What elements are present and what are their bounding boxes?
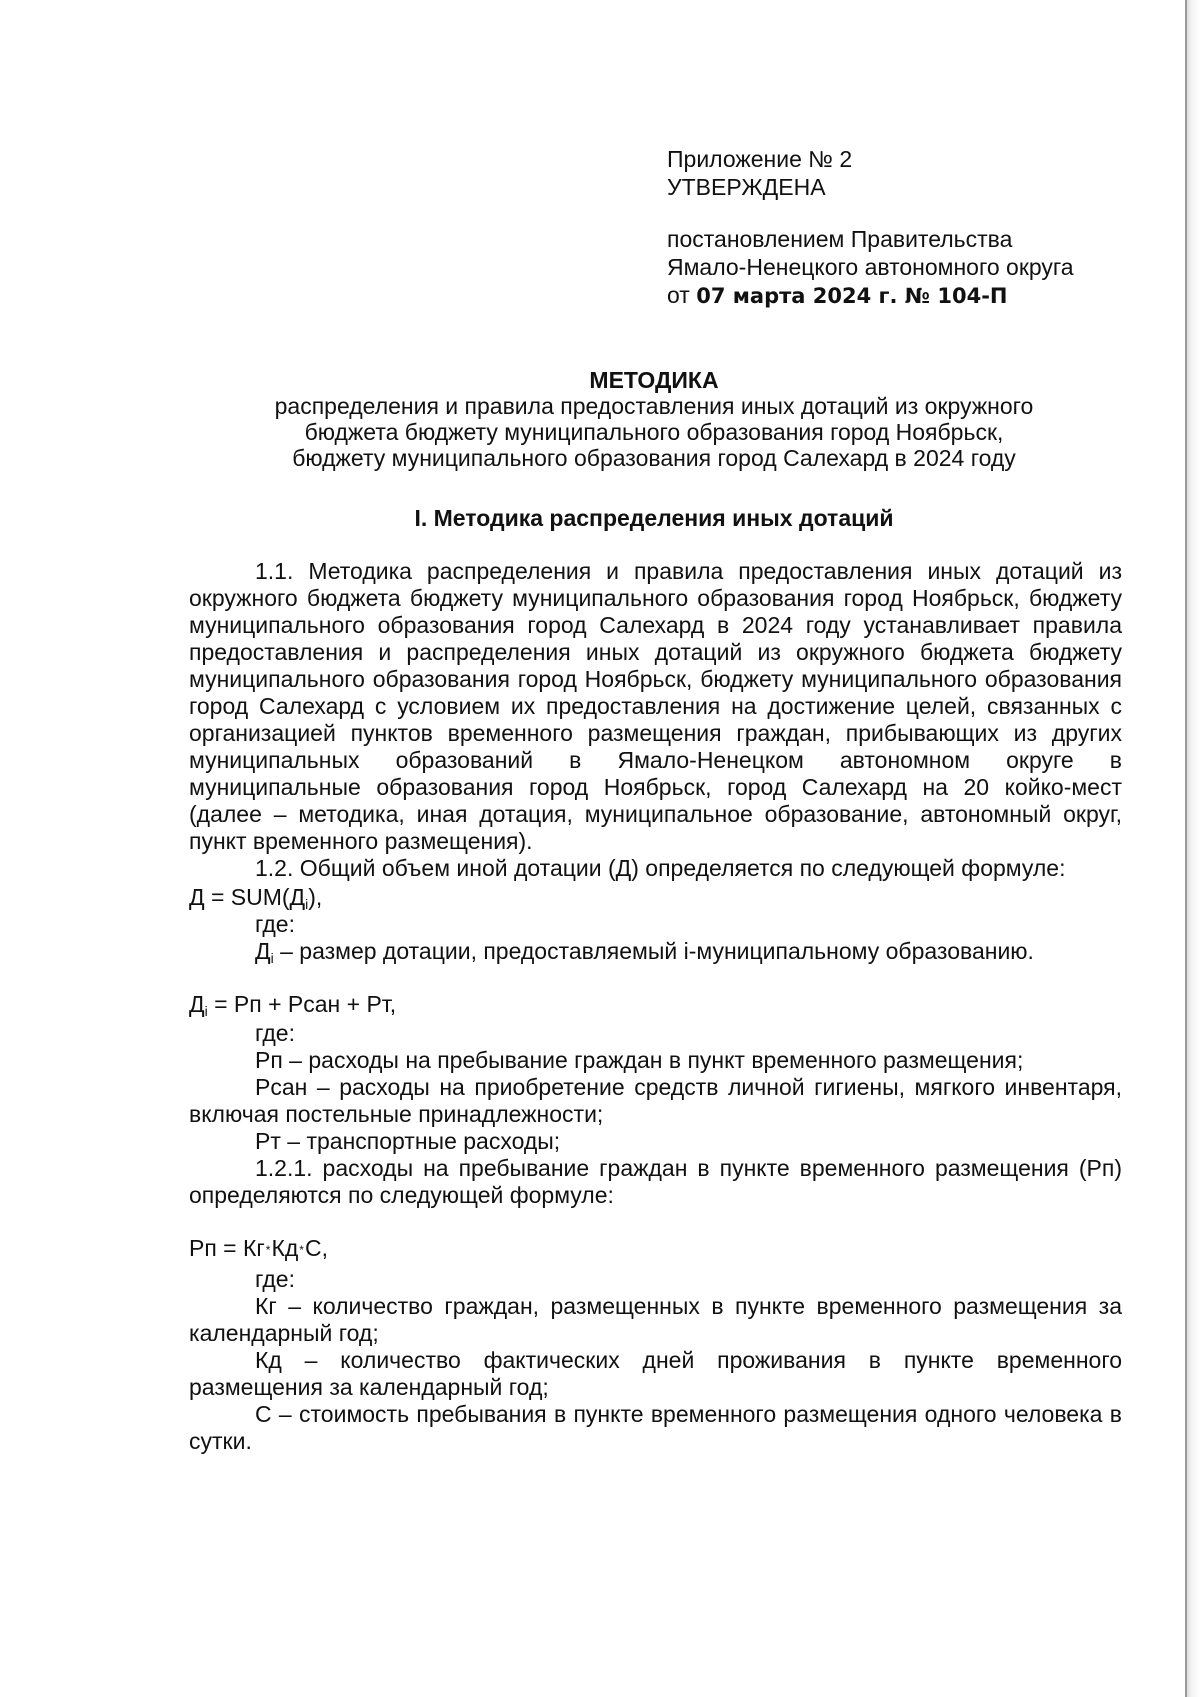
formula-total-dotation (189, 884, 1122, 911)
paragraph-1-2: 1.2. Общий объем иной дотации (Д) определяется по следующей формуле: (255, 855, 1066, 881)
symbol-subscript: i (270, 950, 274, 966)
subtitle-line: распределения и правила предоставления иных дотаций из окружного (274, 393, 1034, 419)
formula-text: Д = SUM(Д (189, 884, 306, 910)
decree-date-prefix: от (667, 282, 690, 308)
definition-c: С – стоимость пребывания в пункте временного размещения одного человека в сутки. (189, 1401, 1122, 1454)
formula-di (189, 991, 1122, 1018)
approved-label: УТВЕРЖДЕНА (667, 174, 826, 200)
government-line: Ямало-Ненецкого автономного округа (667, 254, 1074, 280)
where-label: где: (255, 1020, 295, 1046)
document-body (189, 558, 1122, 1455)
decree-date-line (667, 281, 1074, 310)
formula-rp (189, 1235, 1122, 1264)
where-label: где: (255, 911, 295, 937)
document-title: МЕТОДИКА (589, 367, 719, 393)
formula-text: С, (304, 1235, 328, 1261)
appendix-number: Приложение № 2 (667, 146, 853, 172)
decree-line: постановлением Правительства (667, 226, 1013, 252)
definition-rsan: Рсан – расходы на приобретение средств личной гигиены, мягкого инвентаря, включая постельные принадлежности; (189, 1074, 1122, 1127)
where-label: где: (255, 1266, 295, 1292)
multiply-dot: * (299, 1243, 304, 1257)
definition-rp: Рп – расходы на пребывание граждан в пункт временного размещения; (255, 1047, 1024, 1073)
multiply-dot: * (265, 1243, 271, 1257)
paragraph-1-2-1: 1.2.1. расходы на пребывание граждан в пункте временного размещения (Рп) определяются по следующей формуле: (189, 1155, 1122, 1208)
formula-subscript: i (305, 896, 309, 912)
formula-text: ), (308, 884, 323, 910)
definition-kg: Кг – количество граждан, размещенных в пункте временного размещения за календарный год; (189, 1293, 1122, 1346)
formula-text: = Рп + Рсан + Рт, (207, 991, 397, 1017)
page-edge-line (1185, 0, 1187, 1697)
definition-text: – размер дотации, предоставляемый i-муниципальному образованию. (273, 938, 1034, 964)
formula-subscript: i (204, 1003, 208, 1019)
definition-di (189, 938, 1122, 965)
formula-text: Кд (271, 1235, 299, 1261)
paragraph-1-1: 1.1. Методика распределения и правила предоставления иных дотаций из окружного бюджета бюджету муниципального образования город Ноябрьск, бюджету муниципального образования город Салехард в 2024 году устанавливает правила предоставления и распределения иных дотаций из окружного бюджета бюджету муниципального образования город Ноябрьск, бюджету муниципального образования город Салехард с условием их предоставления на достижение целей, связанных с организацией пунктов временного размещения граждан, прибывающих из других муниципальных образований в Ямало-Ненецком автономном округе в муниципальные образования город Ноябрьск, город Салехард на 20 койко-мест (далее – методика, иная дотация, муниципальное образование, автономный округ, пункт временного размещения). (189, 558, 1122, 854)
symbol-text: Д (255, 938, 271, 964)
approval-stamp (667, 145, 1074, 310)
section-heading: I. Методика распределения иных дотаций (414, 505, 894, 531)
formula-text: Рп = Кг (189, 1235, 265, 1261)
document-subtitle (190, 393, 1118, 471)
formula-text: Д (189, 991, 205, 1017)
decree-date-number: 07 марта 2024 г. № 104-П (696, 284, 1008, 308)
definition-kd: Кд – количество фактических дней проживания в пункте временного размещения за календарный год; (189, 1347, 1122, 1400)
subtitle-line: бюджету муниципального образования город Салехард в 2024 году (292, 445, 1016, 471)
page-edge-shadow (1186, 0, 1200, 1697)
subtitle-line: бюджета бюджету муниципального образования город Ноябрьск, (304, 419, 1004, 445)
definition-rt: Рт – транспортные расходы; (255, 1128, 561, 1154)
stamp-gap (667, 201, 1074, 225)
